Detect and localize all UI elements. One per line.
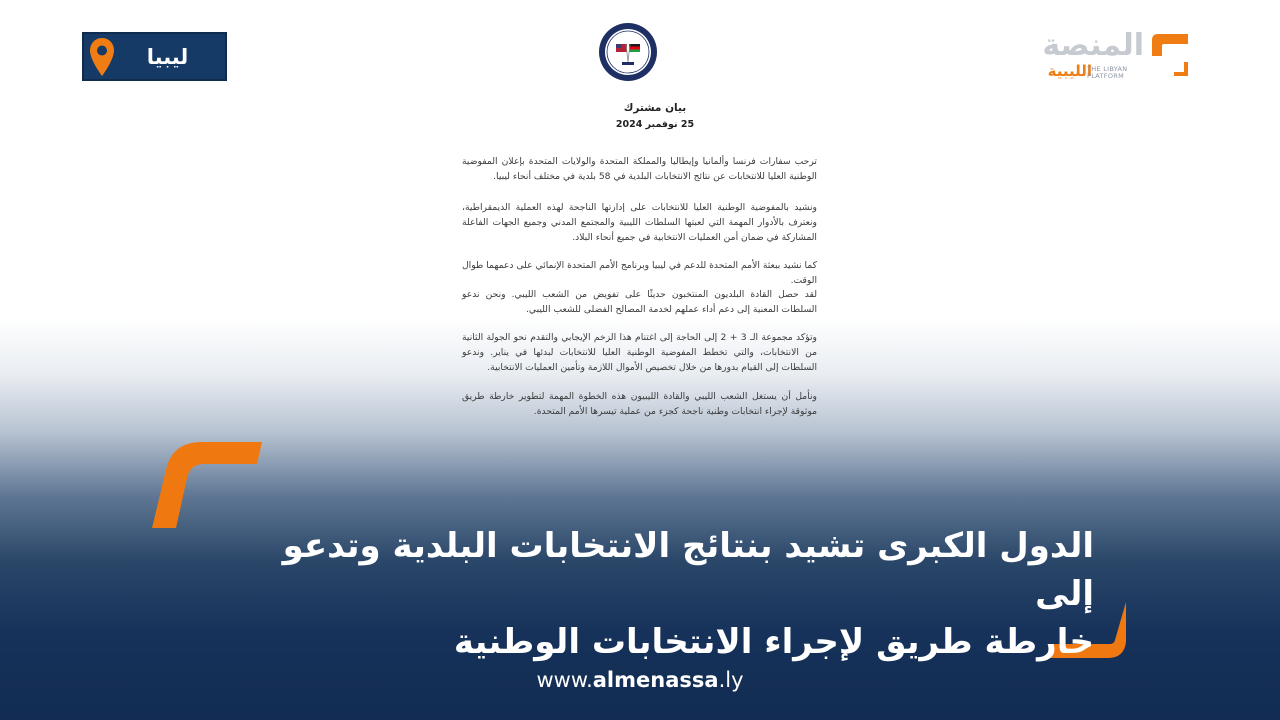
embassy-seal-icon [598, 22, 658, 82]
document-title: بيان مشترك [623, 102, 687, 114]
location-label: ليبيا [146, 44, 189, 69]
brand-mark-icon [1150, 32, 1190, 78]
document-paragraph: ونأمل أن يستغل الشعب الليبي والقادة الليبيون هذه الخطوة المهمة لتطوير خارطة طريق موثوقة لإجراء انتخابات وطنية ناجحة كجزء من عملية تيسرها الأمم المتحدة. [462, 391, 817, 417]
location-badge [82, 32, 227, 81]
document-paragraph: لقد حصل القادة البلديون المنتخبون حديثًا على تفويض من الشعب الليبي. ونحن ندعو السلطات المعنية إلى دعم أداء عملهم لخدمة المصالح الفضلى للشعب الليبي. [462, 289, 817, 315]
map-pin-icon [84, 34, 120, 79]
document-paragraph: كما نشيد ببعثة الأمم المتحدة للدعم في ليبيا وبرنامج الأمم المتحدة الإنمائي على دعمهما طوال الوقت. [462, 260, 817, 286]
frame-corner-top-left [152, 442, 262, 528]
headline-line-1: الدول الكبرى تشيد بنتائج الانتخابات البلدية وتدعو إلى [282, 526, 1094, 614]
headline [264, 522, 1094, 666]
document-paragraph: ترحب سفارات فرنسا وألمانيا وإيطاليا والمملكة المتحدة والولايات المتحدة بإعلان المفوضية الوطنية العليا للانتخابات عن نتائج الانتخابات البلدية في 58 بلدية في مختلف أنحاء ليبيا. [462, 156, 817, 182]
website-url: www.almenassa.ly [536, 668, 744, 692]
brand-name-ar: المنصة [1042, 28, 1144, 63]
document-paragraph: ونشيد بالمفوضية الوطنية العليا للانتخابات على إدارتها الناجحة لهذه العملية الديمقراطية، ونعترف بالأدوار المهمة التي لعبتها السلطات الليبية والمجتمع المدني وجميع الجهات الفاعلة المشاركة في ضمان أمن العمليات الانتخابية في جميع أنحاء البلاد. [462, 202, 817, 243]
document-date: 25 نوفمبر 2024 [615, 119, 695, 130]
document-paragraph: وتؤكد مجموعة الـ 3 + 2 إلى الحاجة إلى اغتنام هذا الزخم الإيجابي والتقدم نحو الجولة الثانية من الانتخابات، والتي تخطط المفوضية الوطنية العليا للانتخابات لبدئها في يناير. وندعو السلطات إلى القيام بدورها من خلال تخصيص الأموال اللازمة وتأمين العمليات الانتخابية. [462, 332, 817, 373]
brand-name-en: THE LIBYAN PLATFORM [1087, 65, 1128, 80]
brand-logo [1015, 28, 1190, 84]
headline-line-2: خارطة طريق لإجراء الانتخابات الوطنية [453, 622, 1094, 662]
joint-statement-document [455, 22, 835, 442]
brand-sub-ar: الليبية [1047, 62, 1092, 80]
